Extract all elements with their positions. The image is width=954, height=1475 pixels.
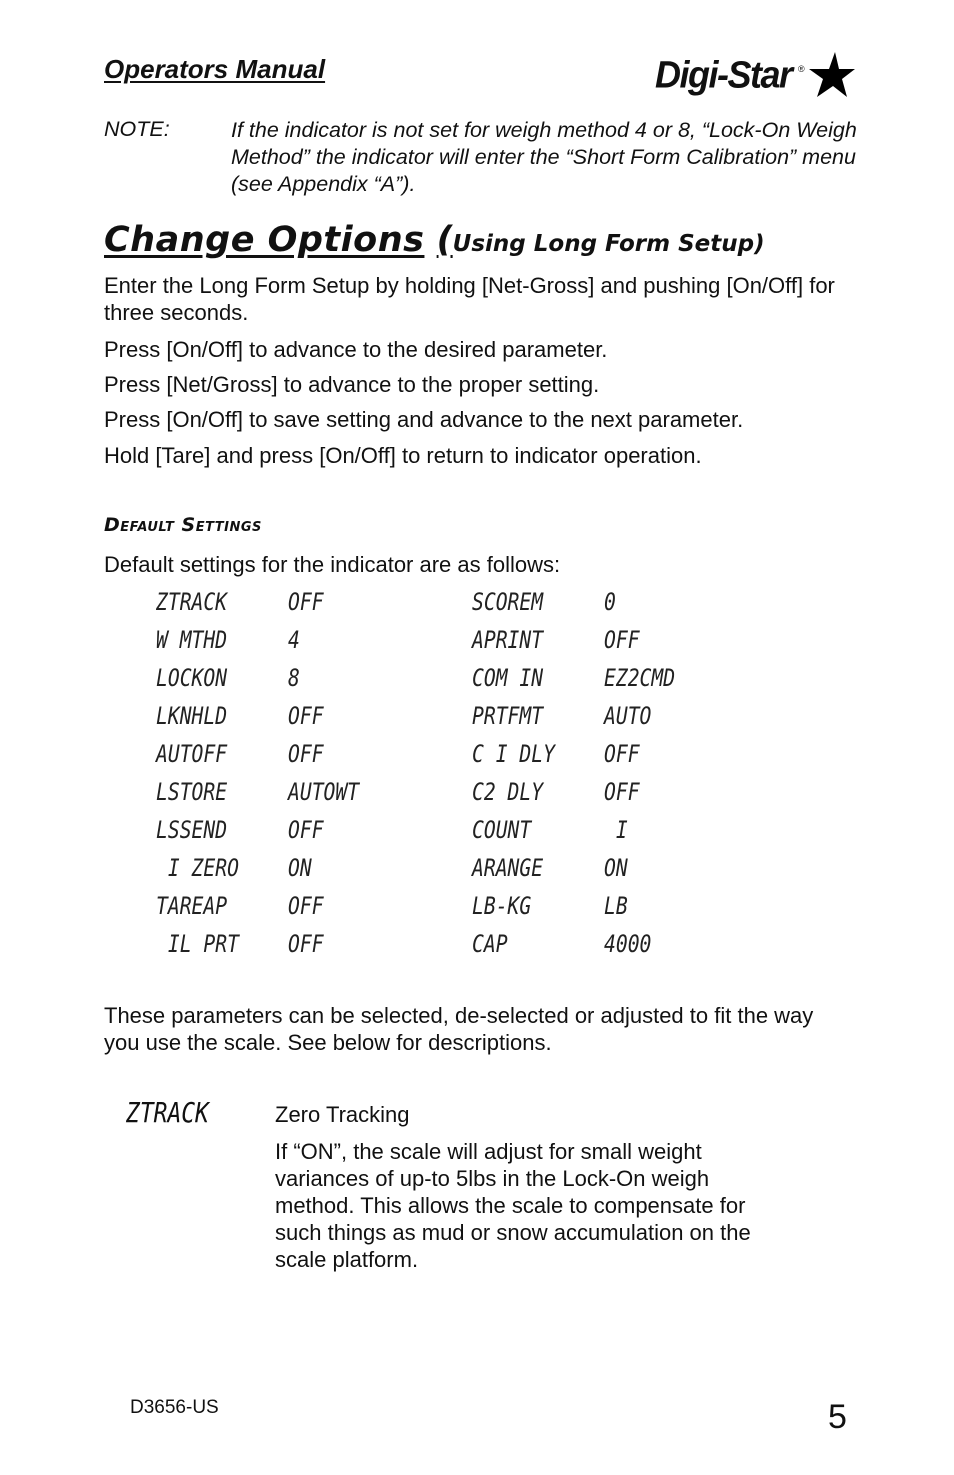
param-name: LSTORE — [156, 778, 228, 806]
instruction-paragraph: Hold [Tare] and press [On/Off] to return to indicator operation. — [104, 443, 702, 468]
param-title: Zero Tracking — [275, 1102, 410, 1127]
param-name: CAP — [472, 930, 508, 958]
param-value: AUTOWT — [288, 778, 360, 806]
param-name: ARANGE — [472, 854, 544, 882]
param-value: 4 — [288, 626, 300, 654]
page-number: 5 — [828, 1398, 847, 1436]
logo-registered-mark: ® — [798, 64, 805, 74]
section-title-main: Change Options — [104, 220, 425, 260]
param-name: LSSEND — [156, 816, 228, 844]
param-name: APRINT — [472, 626, 544, 654]
param-name: LB-KG — [472, 892, 532, 920]
param-name: I ZERO — [156, 854, 239, 882]
note-label: NOTE: — [104, 117, 170, 141]
digi-star-logo — [655, 50, 855, 104]
param-value: OFF — [288, 892, 324, 920]
defaults-closing: These parameters can be selected, de-selected or adjusted to fit the way you use the scale. See below for descriptions. — [104, 1003, 814, 1055]
param-name: C2 DLY — [472, 778, 544, 806]
param-value: ON — [604, 854, 628, 882]
manual-title: Operators Manual — [104, 54, 326, 84]
param-value: EZ2CMD — [604, 664, 676, 692]
param-value: 0 — [604, 588, 616, 616]
param-value: ON — [288, 854, 312, 882]
param-value: 4000 — [604, 930, 652, 958]
param-name: SCOREM — [472, 588, 544, 616]
param-value: LB — [604, 892, 628, 920]
param-name: LOCKON — [156, 664, 228, 692]
param-name: ZTRACK — [156, 588, 228, 616]
param-value: OFF — [288, 930, 324, 958]
document-code: D3656-US — [130, 1397, 219, 1418]
param-value: OFF — [604, 778, 640, 806]
instruction-paragraph: Enter the Long Form Setup by holding [Net-Gross] and pushing [On/Off] for three seconds. — [104, 273, 835, 325]
note-text: If the indicator is not set for weigh method 4 or 8, “Lock-On Weigh Method” the indicator will enter the “Short Form Calibration” menu (see Appendix “A”). — [231, 118, 857, 196]
param-value: AUTO — [604, 702, 652, 730]
logo-text: Digi-Star — [655, 52, 792, 96]
defaults-heading: Default Settings — [104, 514, 262, 536]
param-name: COUNT — [472, 816, 532, 844]
param-name: C I DLY — [472, 740, 555, 768]
param-value: I — [604, 816, 628, 844]
instruction-paragraph: Press [Net/Gross] to advance to the proper setting. — [104, 372, 600, 397]
param-value: OFF — [604, 740, 640, 768]
star-icon — [805, 50, 855, 100]
param-value: OFF — [604, 626, 640, 654]
param-value: OFF — [288, 588, 324, 616]
param-description: If “ON”, the scale will adjust for small weight variances of up-to 5lbs in the Lock-On weigh method. This allows the scale to compensate for such things as mud or snow accumulation on the scale platform. — [275, 1139, 751, 1272]
instruction-paragraph: Press [On/Off] to advance to the desired parameter. — [104, 337, 608, 362]
param-name: W MTHD — [156, 626, 228, 654]
instruction-paragraph: Press [On/Off] to save setting and advance to the next parameter. — [104, 407, 744, 432]
section-title-sub: Using Long Form Setup) — [452, 231, 765, 257]
param-name: COM IN — [472, 664, 544, 692]
defaults-intro: Default settings for the indicator are as follows: — [104, 552, 561, 577]
param-name: PRTFMT — [472, 702, 544, 730]
param-value: OFF — [288, 740, 324, 768]
section-title-paren: ( — [436, 220, 453, 260]
param-name: AUTOFF — [156, 740, 228, 768]
param-value: OFF — [288, 816, 324, 844]
param-name: IL PRT — [156, 930, 239, 958]
param-value: OFF — [288, 702, 324, 730]
param-value: 8 — [288, 664, 300, 692]
section-title — [104, 220, 765, 260]
param-code: ZTRACK — [126, 1096, 209, 1129]
param-name: LKNHLD — [156, 702, 228, 730]
param-name: TAREAP — [156, 892, 228, 920]
